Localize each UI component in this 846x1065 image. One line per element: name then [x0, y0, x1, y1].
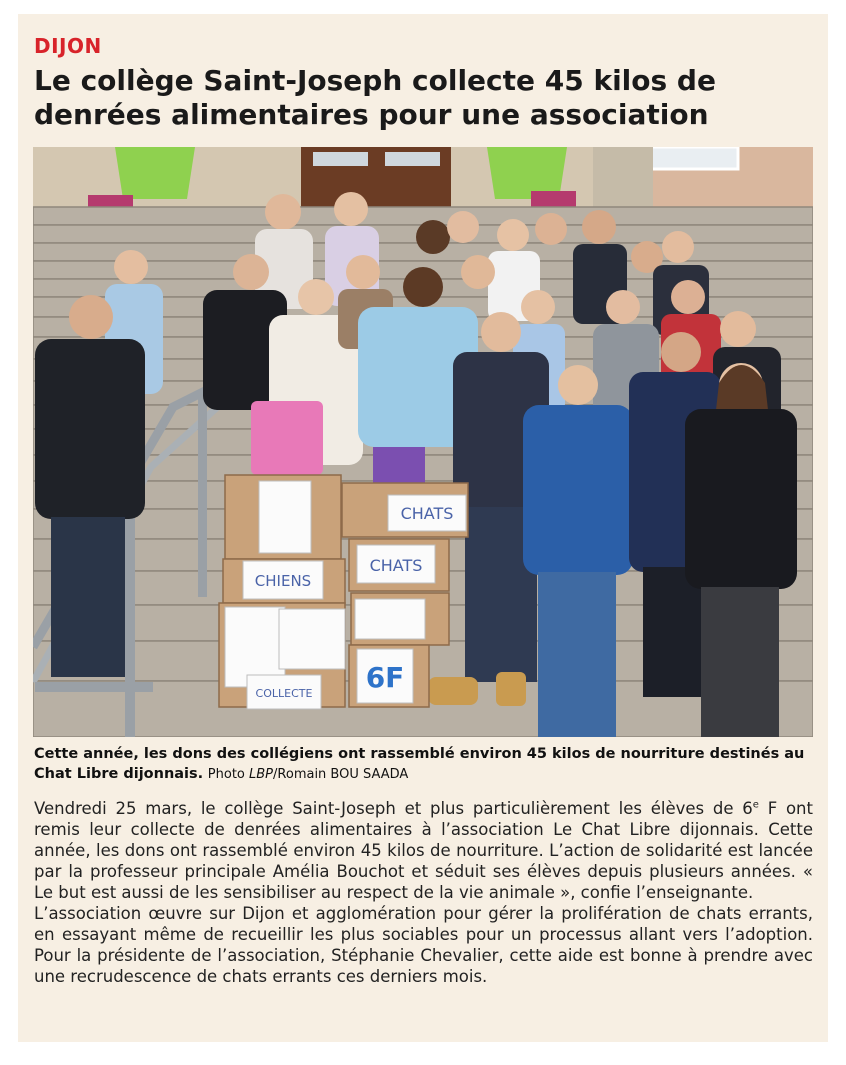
- body-paragraph-2: L’association œuvre sur Dijon et agglomération pour gérer la prolifération de chats errants, en essayant même de recueillir les plus sociables pour un processus allant vers l’adoption. Pour la présidente de l’association, Stéphanie Chevalier, cette aide est bonne à prendre avec une recrudescence de chats errants ces derniers mois.: [34, 904, 813, 986]
- credit-author: /Romain BOU SAADA: [273, 767, 409, 782]
- credit-prefix: Photo: [207, 767, 245, 782]
- photo-credit: [208, 767, 409, 782]
- credit-agency: LBP: [249, 767, 274, 782]
- box-label-chats-1: CHATS: [400, 504, 454, 523]
- p1-before-sup: Vendredi 25 mars, le collège Saint-Joseph et plus particulièrement les élèves de 6: [34, 799, 753, 818]
- p1-after-sup: F ont remis leur collecte de denrées alimentaires à l’association Le Chat Libre dijonnais. Cette année, les dons ont rassemblé environ 45 kilos de nourriture. L’action de solidarité est lancée par la professeur principale Amélia Bouchot et séduit ses élèves depuis plusieurs années. « Le but est aussi de les sensibiliser au respect de la vie animale », confie l’enseignante.: [34, 799, 813, 902]
- box-label-6f: 6F: [365, 661, 405, 694]
- article: [18, 14, 828, 1042]
- group-photo-illustration: [33, 147, 813, 737]
- headline: Le collège Saint-Joseph collecte 45 kilos de denrées alimentaires pour une association: [34, 64, 716, 131]
- photo-caption: [34, 744, 814, 785]
- box-label-collecte: COLLECTE: [255, 687, 313, 700]
- kicker-city: DIJON: [34, 34, 102, 58]
- box-label-chats-2: CHATS: [369, 556, 423, 575]
- article-body: [34, 798, 813, 987]
- caption-text: Cette année, les dons des collégiens ont rassemblé environ 45 kilos de nourriture destinés au Chat Libre dijonnais.: [34, 746, 805, 782]
- article-photo: [33, 147, 813, 737]
- p1-sup: e: [752, 799, 759, 811]
- body-paragraph-1: [34, 798, 813, 903]
- box-label-chiens: CHIENS: [254, 572, 312, 590]
